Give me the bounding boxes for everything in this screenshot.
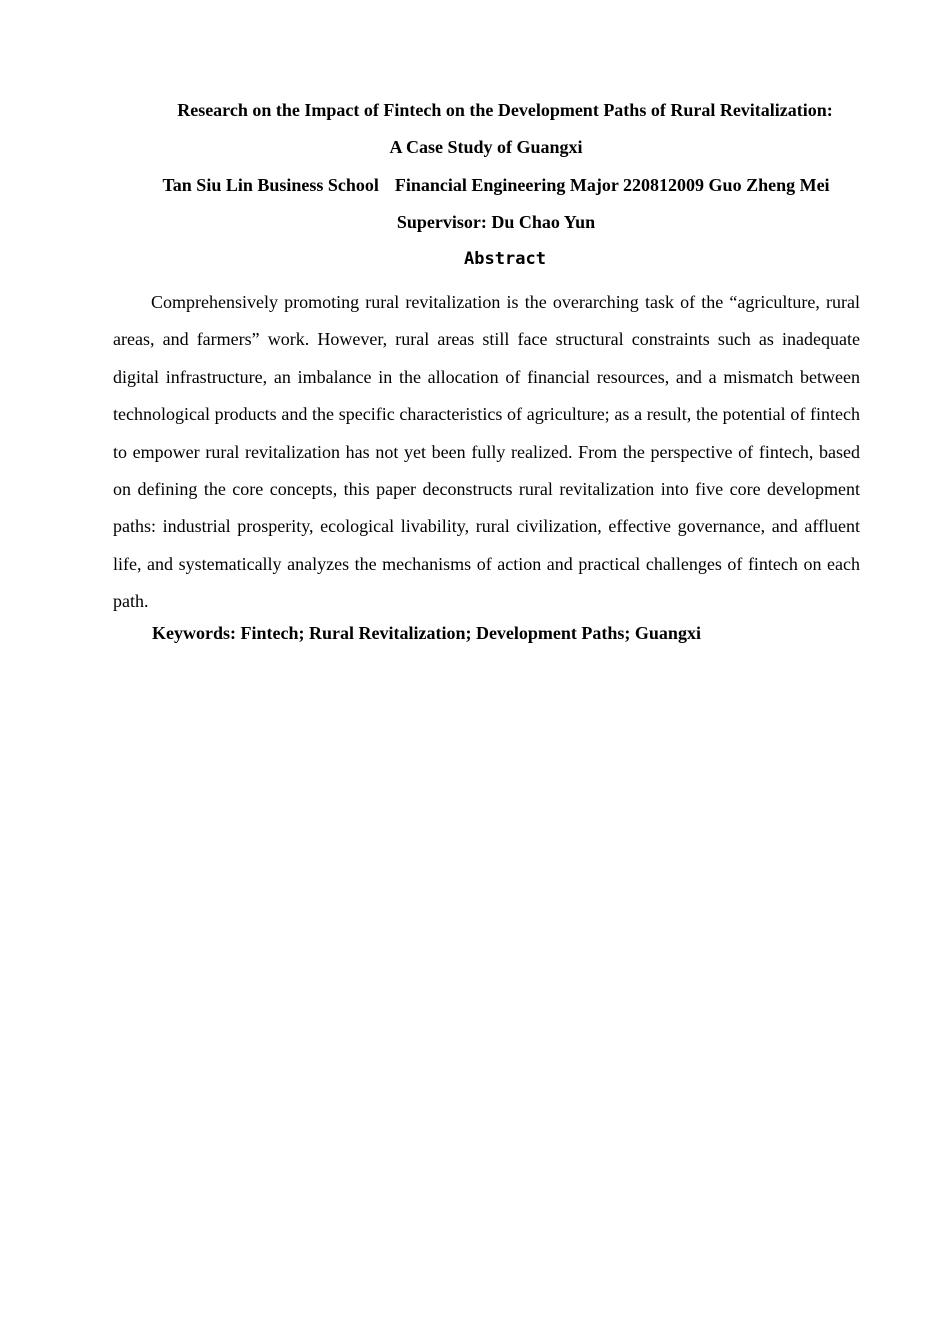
paper-title-line-2: A Case Study of Guangxi	[389, 137, 583, 157]
abstract-heading: Abstract	[464, 249, 546, 269]
supervisor-line: Supervisor: Du Chao Yun	[396, 212, 596, 232]
major-and-author: Financial Engineering Major 220812009 Guo Zheng Mei	[394, 175, 830, 195]
abstract-body: Comprehensively promoting rural revitalization is the overarching task of the “agriculture, rural areas, and farmers” work. However, rural areas still face structural constraints such as inadequate digital infrastructure, an imbalance in the allocation of financial resources, and a mismatch between technological products and the specific characteristics of agriculture; as a result, the potential of fintech to empower rural revitalization has not yet been fully realized. From the perspective of fintech, based on defining the core concepts, this paper deconstructs rural revitalization into five core development paths: industrial prosperity, ecological livability, rural civilization, effective governance, and affluent life, and systematically analyzes the mechanisms of action and practical challenges of fintech on each path.	[113, 292, 860, 612]
school-name: Tan Siu Lin Business School	[162, 175, 379, 195]
author-line	[21, 173, 950, 197]
paper-title-line-1: Research on the Impact of Fintech on the Development Paths of Rural Revitalization:	[177, 100, 833, 120]
keywords-line: Keywords: Fintech; Rural Revitalization; Development Paths; Guangxi	[152, 623, 701, 643]
